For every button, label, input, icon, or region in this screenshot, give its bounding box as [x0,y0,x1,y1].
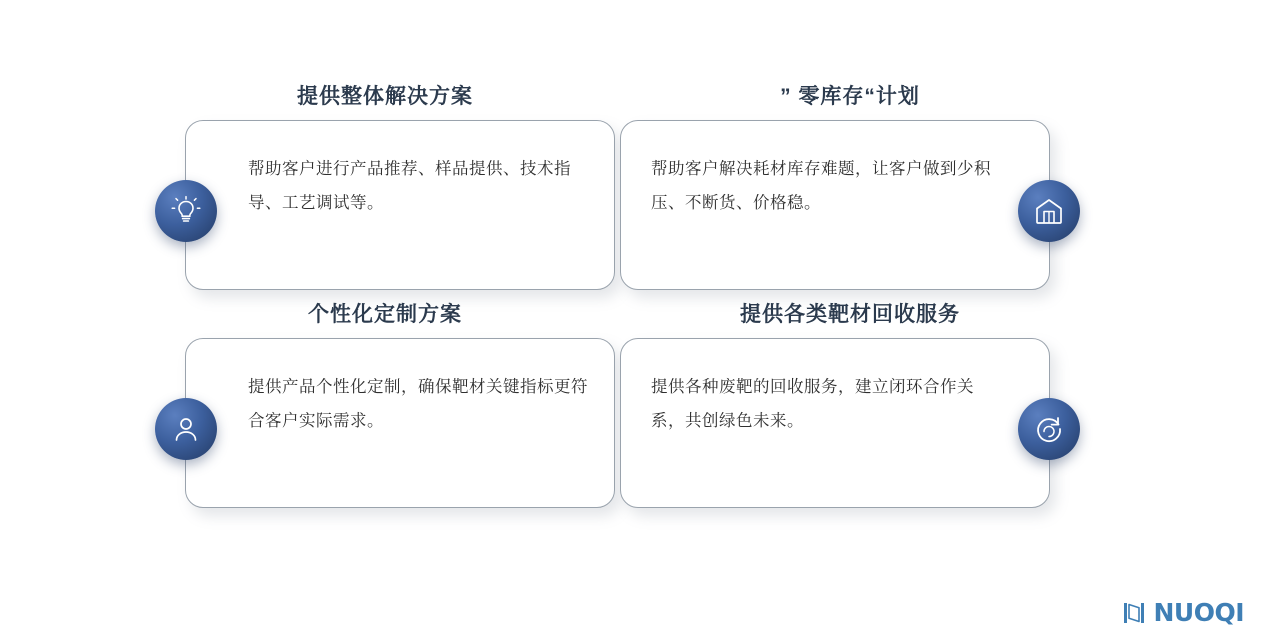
recycle-icon [1018,398,1080,460]
card-box [185,338,615,508]
card-body-text: 提供各种废靶的回收服务，建立闭环合作关系，共创绿色未来。 [651,378,974,430]
card-box [620,338,1050,508]
person-icon [155,398,217,460]
feature-card[interactable] [620,85,1080,320]
warehouse-icon [1018,180,1080,242]
feature-card[interactable] [620,303,1080,538]
logo-text: NUOQI [1153,598,1244,627]
card-title: ” 零库存“计划 [780,85,920,108]
feature-card[interactable] [155,303,615,538]
card-body-text: 提供产品个性化定制，确保靶材关键指标更符合客户实际需求。 [248,378,588,430]
card-title: 提供整体解决方案 [297,85,473,108]
nuoqi-logo-mark-icon [1121,600,1147,626]
card-title: 个性化定制方案 [308,303,462,326]
card-box [185,120,615,290]
brand-logo [1121,598,1244,627]
feature-card[interactable] [155,85,615,320]
card-body-text: 帮助客户解决耗材库存难题，让客户做到少积压、不断货、价格稳。 [651,160,991,212]
card-body-text: 帮助客户进行产品推荐、样品提供、技术指导、工艺调试等。 [248,160,571,212]
card-box [620,120,1050,290]
lightbulb-icon [155,180,217,242]
card-title: 提供各类靶材回收服务 [740,303,960,326]
